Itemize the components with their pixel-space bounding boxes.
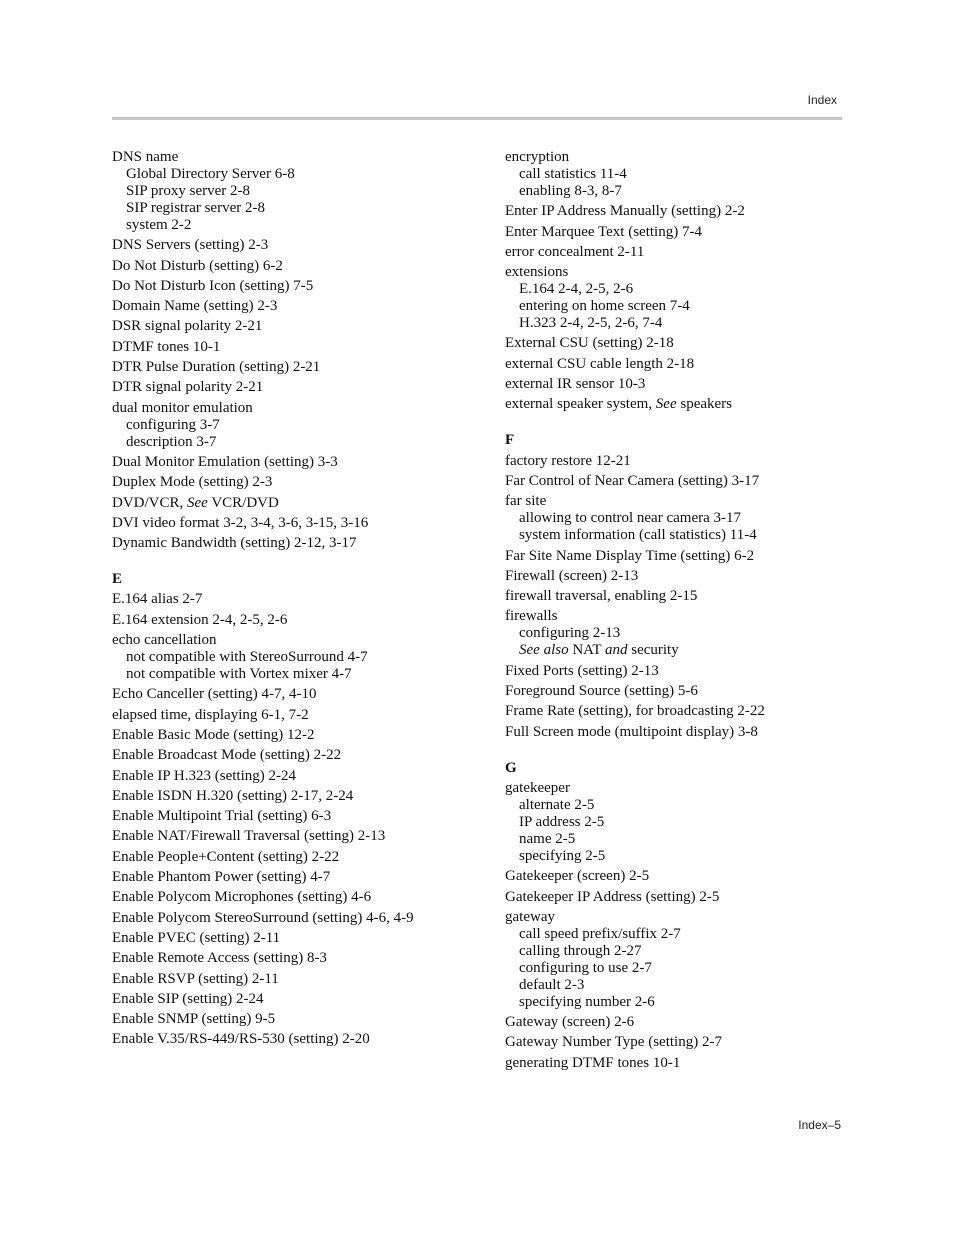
- index-text-part: DVD/VCR,: [112, 494, 188, 511]
- index-text-part: See also: [519, 642, 569, 659]
- index-column-right: [505, 149, 865, 1072]
- index-text-part: See: [187, 494, 208, 511]
- index-entry: Echo Canceller (setting) 4-7, 4-10: [112, 686, 317, 703]
- index-entry: gateway: [505, 908, 555, 925]
- index-entry: Domain Name (setting) 2-3: [112, 298, 278, 315]
- index-letter-heading: F: [505, 432, 515, 449]
- index-entry: Full Screen mode (multipoint display) 3-8: [505, 723, 758, 740]
- index-subentry: not compatible with StereoSurround 4-7: [126, 649, 368, 666]
- index-subentry: not compatible with Vortex mixer 4-7: [126, 666, 352, 683]
- index-entry: Far Site Name Display Time (setting) 6-2: [505, 547, 755, 564]
- index-subentry: alternate 2-5: [519, 796, 595, 813]
- index-entry: Foreground Source (setting) 5-6: [505, 683, 698, 700]
- index-entry: Enable Broadcast Mode (setting) 2-22: [112, 747, 342, 764]
- index-subentry: entering on home screen 7-4: [519, 298, 690, 315]
- index-subentry: SIP registrar server 2-8: [126, 200, 265, 216]
- index-entry: dual monitor emulation: [112, 399, 253, 416]
- index-entry: Enable ISDN H.320 (setting) 2-17, 2-24: [112, 787, 354, 804]
- index-entry: [505, 396, 865, 413]
- index-entry: External CSU (setting) 2-18: [505, 335, 674, 352]
- index-entry: factory restore 12-21: [505, 452, 631, 469]
- index-entry: Firewall (screen) 2-13: [505, 567, 639, 584]
- index-entry: error concealment 2-11: [505, 243, 645, 260]
- index-entry: Dynamic Bandwidth (setting) 2-12, 3-17: [112, 535, 357, 552]
- index-subentry: description 3-7: [126, 433, 217, 450]
- index-entry: Do Not Disturb (setting) 6-2: [112, 257, 283, 274]
- index-entry: Enable Polycom Microphones (setting) 4-6: [112, 889, 372, 906]
- index-column-left: [112, 149, 472, 1048]
- index-entry: external IR sensor 10-3: [505, 376, 646, 393]
- index-entry: firewalls: [505, 608, 558, 625]
- index-subentry: default 2-3: [519, 976, 585, 993]
- index-entry: encryption: [505, 149, 570, 165]
- index-letter-heading: G: [505, 759, 517, 776]
- index-text-part: speakers: [676, 396, 733, 413]
- index-entry: elapsed time, displaying 6-1, 7-2: [112, 706, 309, 723]
- index-entry: Gatekeeper (screen) 2-5: [505, 868, 650, 885]
- index-subentry: calling through 2-27: [519, 942, 642, 959]
- index-entry: Enter IP Address Manually (setting) 2-2: [505, 203, 745, 220]
- index-entry: gatekeeper: [505, 779, 570, 796]
- index-entry: Enable People+Content (setting) 2-22: [112, 848, 340, 865]
- index-entry: Enable Remote Access (setting) 8-3: [112, 950, 327, 967]
- index-entry: far site: [505, 493, 547, 510]
- page-number: Index–5: [798, 1118, 841, 1132]
- index-subentry: configuring 3-7: [126, 416, 220, 433]
- index-entry: Enable RSVP (setting) 2-11: [112, 970, 279, 987]
- index-entry: external CSU cable length 2-18: [505, 355, 695, 372]
- index-entry: DNS Servers (setting) 2-3: [112, 237, 269, 254]
- index-entry: Enable Phantom Power (setting) 4-7: [112, 869, 331, 886]
- index-subentry: system information (call statistics) 11-4: [519, 527, 757, 544]
- index-entry: Dual Monitor Emulation (setting) 3-3: [112, 453, 338, 470]
- index-subentry: configuring to use 2-7: [519, 959, 652, 976]
- index-entry: echo cancellation: [112, 632, 217, 649]
- index-subentry: system 2-2: [126, 217, 192, 233]
- index-subentry: Global Directory Server 6-8: [126, 166, 295, 182]
- index-entry: DTMF tones 10-1: [112, 338, 221, 355]
- index-entry: Frame Rate (setting), for broadcasting 2-22: [505, 703, 765, 720]
- index-subentry: allowing to control near camera 3-17: [519, 510, 741, 527]
- index-entry: Enable Multipoint Trial (setting) 6-3: [112, 808, 332, 825]
- index-text-part: and: [604, 642, 628, 659]
- running-header: Index: [807, 93, 837, 107]
- index-entry: firewall traversal, enabling 2-15: [505, 588, 698, 605]
- index-text-part: security: [627, 642, 679, 659]
- index-entry: Do Not Disturb Icon (setting) 7-5: [112, 277, 314, 294]
- index-entry: extensions: [505, 264, 569, 281]
- index-entry: Gateway (screen) 2-6: [505, 1014, 635, 1031]
- index-entry: DTR signal polarity 2-21: [112, 379, 264, 396]
- index-subentry: call statistics 11-4: [519, 166, 627, 182]
- index-subentry: H.323 2-4, 2-5, 2-6, 7-4: [519, 315, 663, 332]
- index-entry: Enter Marquee Text (setting) 7-4: [505, 223, 702, 240]
- index-letter-heading: E: [112, 571, 123, 588]
- index-text-part: external speaker system,: [505, 396, 656, 413]
- index-entry: DVI video format 3-2, 3-4, 3-6, 3-15, 3-16: [112, 514, 369, 531]
- index-text-part: NAT: [568, 642, 605, 659]
- index-entry: generating DTMF tones 10-1: [505, 1054, 681, 1071]
- index-entry: [112, 495, 472, 512]
- index-text-part: VCR/DVD: [207, 494, 279, 511]
- index-entry: Gatekeeper IP Address (setting) 2-5: [505, 888, 720, 905]
- index-entry: DSR signal polarity 2-21: [112, 318, 263, 335]
- index-subentry: [505, 642, 865, 659]
- index-subentry: enabling 8-3, 8-7: [519, 183, 622, 199]
- index-entry: Far Control of Near Camera (setting) 3-17: [505, 472, 760, 489]
- index-entry: DTR Pulse Duration (setting) 2-21: [112, 359, 321, 376]
- index-subentry: IP address 2-5: [519, 813, 605, 830]
- index-entry: Enable Basic Mode (setting) 12-2: [112, 726, 315, 743]
- index-entry: Enable NAT/Firewall Traversal (setting) 2-13: [112, 828, 386, 845]
- index-entry: Enable PVEC (setting) 2-11: [112, 929, 281, 946]
- index-entry: Enable Polycom StereoSurround (setting) 4-6, 4-9: [112, 909, 414, 926]
- index-entry: E.164 alias 2-7: [112, 591, 203, 608]
- index-entry: Enable SNMP (setting) 9-5: [112, 1011, 276, 1028]
- index-subentry: name 2-5: [519, 830, 576, 847]
- index-subentry: configuring 2-13: [519, 625, 621, 642]
- index-subentry: E.164 2-4, 2-5, 2-6: [519, 281, 634, 298]
- index-entry: Enable SIP (setting) 2-24: [112, 990, 264, 1007]
- index-entry: Enable IP H.323 (setting) 2-24: [112, 767, 296, 784]
- index-subentry: call speed prefix/suffix 2-7: [519, 925, 681, 942]
- index-text-part: See: [655, 396, 677, 413]
- index-entry: Duplex Mode (setting) 2-3: [112, 474, 273, 491]
- index-entry: Enable V.35/RS-449/RS-530 (setting) 2-20: [112, 1031, 370, 1048]
- index-subentry: specifying number 2-6: [519, 993, 655, 1010]
- index-entry: Gateway Number Type (setting) 2-7: [505, 1034, 722, 1051]
- header-rule: [112, 117, 842, 120]
- index-subentry: specifying 2-5: [519, 847, 606, 864]
- index-entry: DNS name: [112, 149, 179, 165]
- index-entry: E.164 extension 2-4, 2-5, 2-6: [112, 611, 288, 628]
- index-entry: Fixed Ports (setting) 2-13: [505, 662, 659, 679]
- index-subentry: SIP proxy server 2-8: [126, 183, 251, 199]
